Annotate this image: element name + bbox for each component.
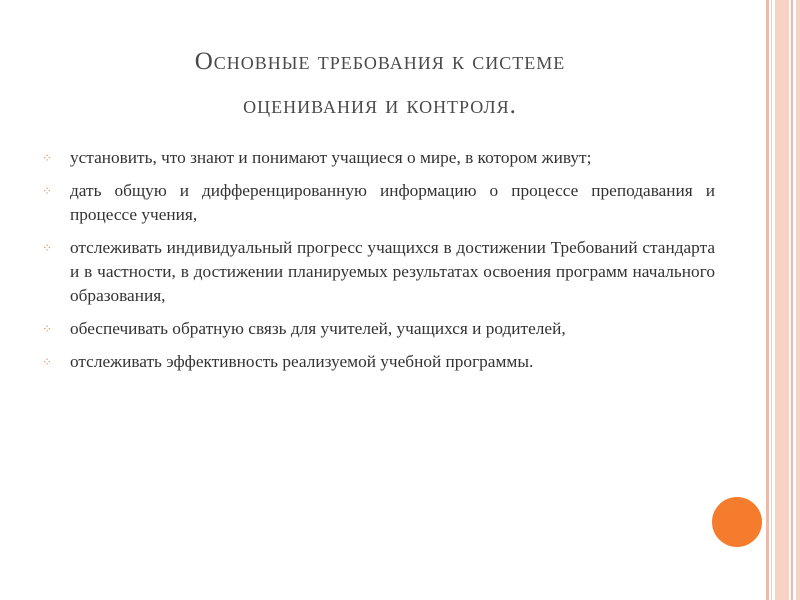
bullet-marker-icon: ⁘ <box>42 241 53 255</box>
bullet-text: отслеживать индивидуальный прогресс учащихся в достижении Требований стандарта и в частности, в достижении планируемых результатах освоения программ начального образования, <box>70 238 715 305</box>
bullet-marker-icon: ⁘ <box>42 355 53 369</box>
decorative-stripe <box>766 0 769 600</box>
bullet-marker-icon: ⁘ <box>42 322 53 336</box>
list-item <box>40 317 715 341</box>
list-item <box>40 179 715 227</box>
bullet-marker-icon: ⁘ <box>42 184 53 198</box>
bullet-text: дать общую и дифференцированную информацию о процессе преподавания и процессе учения, <box>70 181 715 224</box>
decorative-stripe <box>796 0 800 600</box>
bullet-list <box>40 146 715 383</box>
slide-title-line-1: Основные требования к системе <box>194 48 566 75</box>
decorative-stripe <box>775 0 789 600</box>
bullet-marker-icon: ⁘ <box>42 151 53 165</box>
bullet-text: отслеживать эффективность реализуемой учебной программы. <box>70 352 534 371</box>
bullet-text: обеспечивать обратную связь для учителей, учащихся и родителей, <box>70 319 566 338</box>
decorative-stripe <box>771 0 772 600</box>
list-item <box>40 236 715 308</box>
bullet-text: установить, что знают и понимают учащиеся о мире, в котором живут; <box>70 148 592 167</box>
decorative-stripe <box>791 0 793 600</box>
slide-title <box>100 40 660 128</box>
slide-title-line-2: оценивания и контроля. <box>243 92 517 119</box>
decorative-orange-circle-icon <box>712 497 762 547</box>
list-item <box>40 146 715 170</box>
list-item <box>40 350 715 374</box>
